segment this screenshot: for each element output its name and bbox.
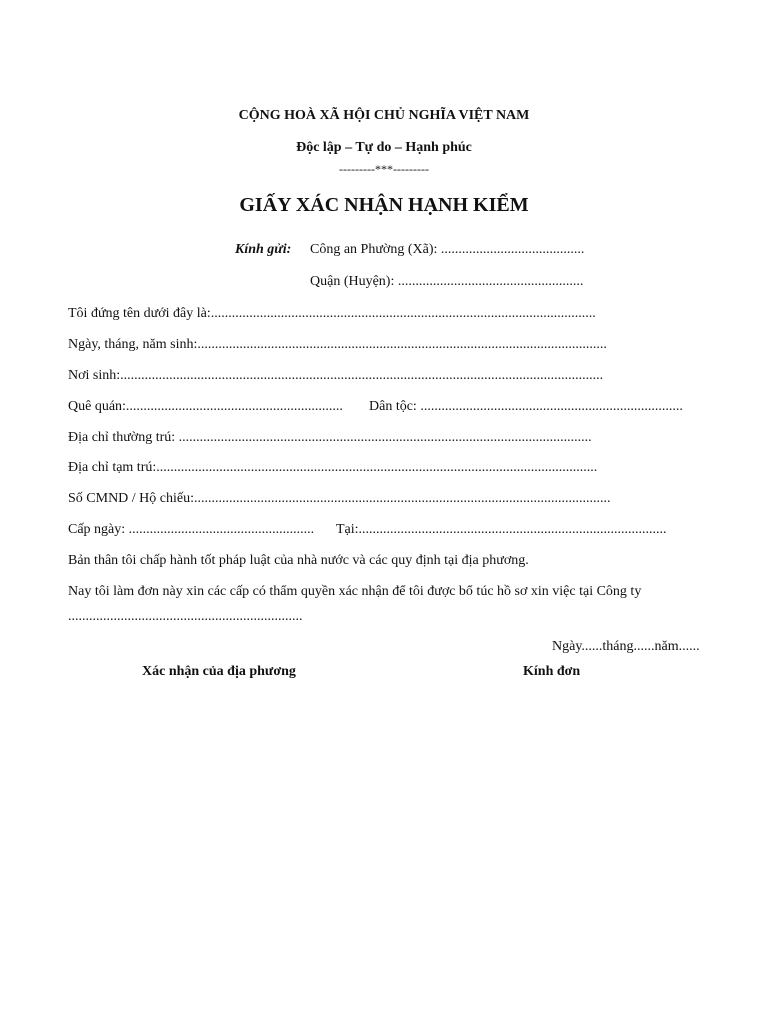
separator: ---------***--------- — [339, 162, 429, 176]
field-name: Tôi đứng tên dưới đây là:.............................................................................................................. — [68, 306, 596, 321]
company-blank: ................................................................... — [68, 609, 303, 624]
local-confirmation-label: Xác nhận của địa phương — [142, 664, 296, 679]
field-birthplace: Nơi sinh:.......................................................................................................................................... — [68, 368, 604, 383]
field-hometown: Quê quán:.............................................................. — [68, 399, 343, 414]
recipient-district: Quận (Huyện): ..................................................... — [310, 274, 584, 289]
field-id-number: Số CMND / Hộ chiếu:....................................................................................................................... — [68, 491, 611, 506]
field-issue-place: Tại:........................................................................................ — [336, 522, 667, 537]
petitioner-label: Kính đơn — [523, 664, 581, 679]
recipient-police: Công an Phường (Xã): ......................................... — [310, 242, 585, 257]
recipient-label: Kính gửi: — [235, 242, 292, 257]
statement-text: Bản thân tôi chấp hành tốt pháp luật của nhà nước và các quy định tại địa phương. — [68, 553, 529, 568]
request-text: Nay tôi làm đơn này xin các cấp có thẩm quyền xác nhận để tôi được bổ túc hồ sơ xin việc tại Công ty — [68, 584, 642, 599]
field-issue-date: Cấp ngày: ..................................................... — [68, 522, 315, 537]
field-permanent-address: Địa chỉ thường trú: ...................................................................................................................... — [68, 430, 592, 445]
nation-header: CỘNG HOÀ XÃ HỘI CHỦ NGHĨA VIỆT NAM — [238, 108, 530, 123]
field-dob: Ngày, tháng, năm sinh:..................................................................................................................... — [68, 337, 607, 352]
document-title: GIẤY XÁC NHẬN HẠNH KIỂM — [239, 194, 529, 216]
signing-date: Ngày......tháng......năm...... — [552, 639, 700, 654]
field-ethnicity: Dân tộc: ........................................................................... — [369, 399, 683, 414]
motto: Độc lập – Tự do – Hạnh phúc — [296, 140, 472, 155]
field-temporary-address: Địa chỉ tạm trú:.............................................................................................................................. — [68, 460, 598, 475]
